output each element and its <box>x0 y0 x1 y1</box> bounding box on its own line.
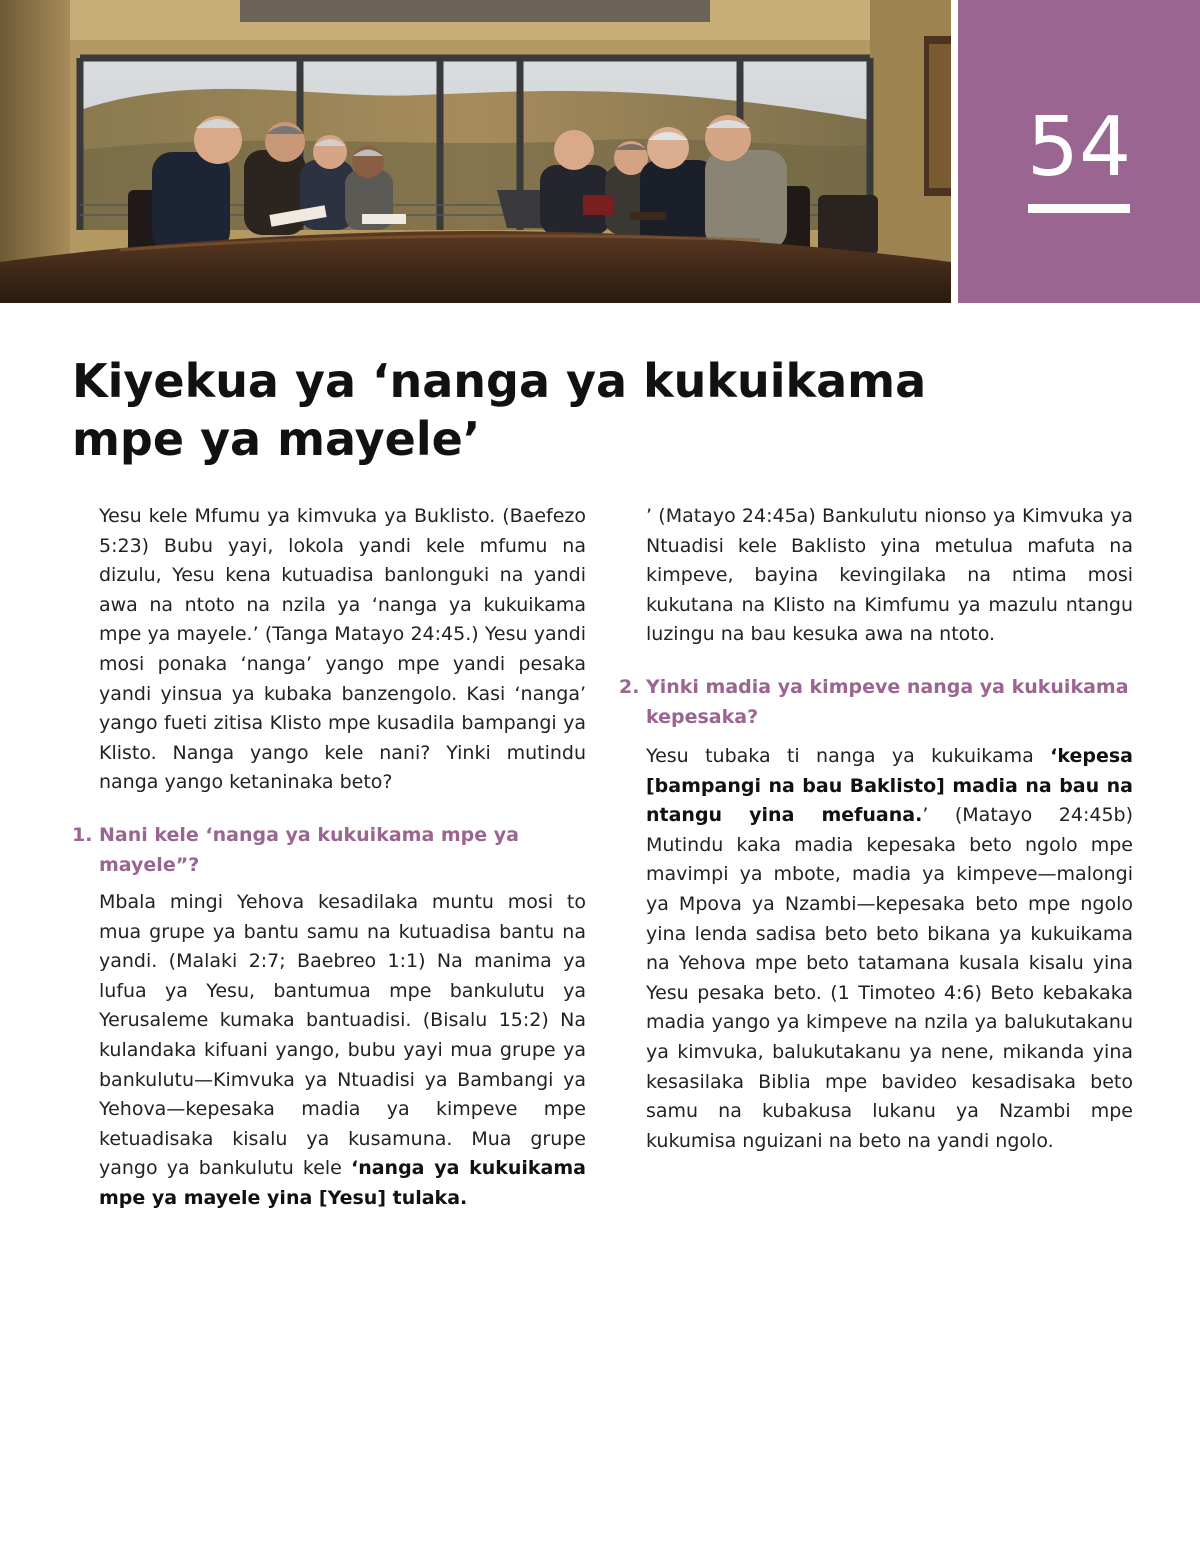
question-1-text: Nani kele ‘nanga ya kukuikama mpe ya mayele”? <box>99 823 519 876</box>
answer-1-closing-quote: ’ <box>646 505 653 527</box>
answer-2-lead: Yesu tubaka ti nanga ya kukuikama <box>646 744 1034 767</box>
answer-1-text: Mbala mingi Yehova kesadilaka muntu mosi to mua grupe ya bantu samu na kutuadisa bantu na yandi. (Malaki 2:7; Baebreo 1:1) Na manima ya lufua ya Yesu, bantumua mpe bankulutu ya Yerusaleme kumaka bantuadisi. (Bisalu 15:2) Na kulandaka kifuani yango, bubu yayi mua grupe ya bankulutu—Kimvuka ya Ntuadisi ya Bambangi ya Yehova—kepesaka madia ya kimpeve mpe ketuadisaka kisalu ya kusamuna. Mua grupe yango ya bankulutu kele <box>99 890 586 1180</box>
question-1 <box>72 820 586 880</box>
page-title-line-2: mpe ya mayele’ <box>72 412 481 466</box>
answer-2-closing-quote: ’ <box>922 804 929 827</box>
page-title <box>72 352 1072 468</box>
answer-1-continued-text: (Matayo 24:45a) Bankulutu nionso ya Kimvuka ya Ntuadisi kele Baklisto yina metulua mafuta na kimpeve, bayina kevingilaka na ntima mosi kukutana na Klisto na Kimfumu ya mazulu ntangu luzingu na bau kesuka awa na ntoto. <box>646 505 1133 646</box>
answer-2-bold-quote: ‘kepesa [bampangi na bau Baklisto] madia na bau na ntangu yina mefuana. <box>646 744 1133 827</box>
answer-1-paragraph <box>99 888 586 1214</box>
right-column <box>619 502 1134 1156</box>
answer-2-text: (Matayo 24:45b) Mutindu kaka madia kepesaka beto ngolo mpe mavimpi ya mbote, madia ya kimpeve—malongi ya Mpova ya Nzambi—kepesaka beto mpe ngolo yina lenda sadisa beto beto bikana ya kukuikama na Yehova mpe beto tatamana kusala kisalu yina Yesu pesaka beto. (1 Timoteo 4:6) Beto kebakaka madia yango ya kimpeve na nzila ya balukutakanu ya kimvuka, balukutakanu ya nene, mikanda yina kesasilaka Biblia mpe bavideo kesadisaka beto samu na kubakusa lukanu ya Nzambi mpe kukumisa nguizani na beto na yandi ngolo. <box>646 804 1134 1152</box>
question-2-text: Yinki madia ya kimpeve nanga ya kukuikama kepesaka? <box>646 675 1129 728</box>
page-title-line-1: Kiyekua ya ‘nanga ya kukuikama <box>72 354 927 408</box>
intro-paragraph: Yesu kele Mfumu ya kimvuka ya Buklisto. (Baefezo 5:23) Bubu yayi, lokola yandi kele mfumu na dizulu, Yesu kena kutuadisa banlonguki na yandi awa na ntoto na nzila ya ‘nanga ya kukuikama mpe ya mayele.’ (Tanga Matayo 24:45.) Yesu yandi mosi ponaka ‘nanga’ yango mpe yandi pesaka yandi yinsua ya kubaka banzengolo. Kasi ‘nanga’ yango fueti zitisa Klisto mpe kusadila bampangi ya Klisto. Nanga yango kele nani? Yinki mutindu nanga yango ketaninaka beto? <box>99 505 586 794</box>
answer-1-bold-quote: ‘nanga ya kukuikama mpe ya mayele yina [Yesu] tulaka. <box>99 1157 586 1209</box>
answer-2-paragraph <box>646 742 1133 1156</box>
header-photo <box>0 0 951 303</box>
lesson-number-box <box>958 0 1200 303</box>
question-2 <box>619 672 1133 732</box>
answer-1-continued-paragraph <box>646 502 1133 650</box>
left-column <box>72 502 586 1213</box>
lesson-number: 54 <box>1026 100 1132 195</box>
question-1-number: 1. <box>72 823 93 846</box>
question-2-number: 2. <box>619 675 640 698</box>
lesson-number-underline <box>1028 204 1130 213</box>
